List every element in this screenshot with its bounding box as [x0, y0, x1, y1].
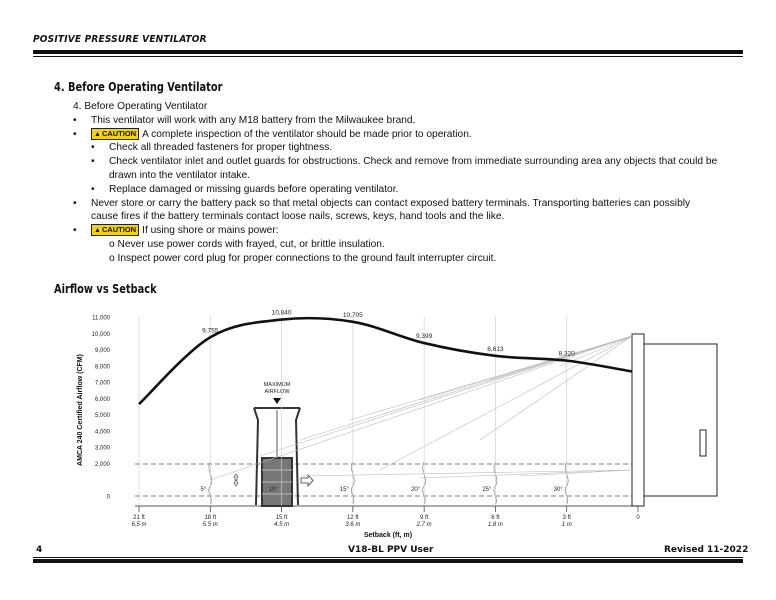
list-item: • Check all threaded fasteners for proper tightness. [91, 142, 333, 154]
x-tick-label-m: 4.5 m [274, 522, 290, 528]
data-label: 9,399 [416, 333, 433, 341]
x-tick-label-m: 2.7 m [416, 522, 432, 528]
y-tick-label: 9,000 [94, 348, 110, 355]
x-tick-label-ft: 0 [636, 515, 640, 521]
max-airflow-annotation: MAXIMUM [263, 382, 291, 388]
y-tick-label: 4,000 [94, 429, 110, 436]
warning-triangle-icon: ▲ [94, 227, 101, 235]
y-tick-label: 6,000 [94, 396, 110, 403]
y-tick-label: 0 [106, 494, 110, 501]
x-tick-label-m: 3.6 m [345, 522, 361, 528]
list-item-continuation: drawn into the ventilator intake. [109, 169, 251, 181]
footer-rule-thick [33, 559, 743, 563]
ventilator-face [632, 334, 644, 506]
chart-heading: Airflow vs Setback [54, 282, 157, 296]
airflow-cone-line [300, 470, 632, 476]
footer-center: V18-BL PPV User [348, 545, 434, 555]
list-item: • ▲CAUTION If using shore or mains power: [73, 225, 279, 237]
small-arrow-icon [234, 474, 238, 486]
y-tick-label: 11,000 [92, 315, 110, 322]
angle-label: 25° [482, 487, 492, 493]
warning-triangle-icon: ▲ [94, 130, 101, 138]
angle-label: 30° [553, 487, 563, 493]
sub-list-item: o Never use power cords with frayed, cut, or brittle insulation. [109, 238, 385, 250]
list-item-continuation: cause fires if the battery terminals contact loose nails, screws, keys, hand tools and the like. [91, 211, 505, 223]
airflow-cone-line [590, 336, 632, 350]
airflow-cone-line [420, 470, 632, 478]
x-axis-label: Setback (ft, m) [363, 532, 413, 539]
sub-list-item: o Inspect power cord plug for proper connections to the ground fault interrupter circuit. [109, 252, 497, 264]
footer-revision: Revised 11-2022 [664, 545, 749, 555]
list-item: • Never store or carry the battery pack so that metal objects can contact exposed battery terminals. Transporting batteries can possibly [73, 197, 691, 209]
max-airflow-marker [273, 398, 281, 404]
angle-label: 15° [339, 487, 349, 493]
x-tick-label-m: 1.8 m [487, 522, 503, 528]
list-item: • ▲CAUTION A complete inspection of the ventilator should be made prior to operation. [73, 128, 472, 140]
x-tick-label-m: 6.5 m [131, 522, 147, 528]
data-label: 8,613 [487, 345, 504, 353]
footer-rule-thin [33, 557, 743, 558]
y-axis-label: AMCA 240 Certified Airflow (CFM) [77, 354, 84, 466]
list-item: • Check ventilator inlet and outlet guards for obstructions. Check and remove from immediate surrounding area any objects that could be [91, 156, 718, 168]
x-tick-label-ft: 3 ft [562, 515, 571, 521]
page-number: 4 [36, 545, 43, 555]
angle-label: 5° [200, 487, 207, 493]
x-tick-label-ft: 18 ft [204, 515, 217, 521]
y-tick-label: 2,000 [94, 461, 110, 468]
list-item: • This ventilator will work with any M18 battery from the Milwaukee brand. [73, 114, 416, 126]
airflow-arrow-icon [301, 475, 313, 486]
angle-label: 10° [268, 487, 278, 493]
angle-label: 20° [411, 487, 421, 493]
y-tick-label: 3,000 [94, 445, 110, 452]
x-tick-label-ft: 15 ft [275, 515, 288, 521]
data-label: 10,705 [342, 311, 363, 319]
data-label: 10,840 [271, 309, 292, 317]
x-tick-label-ft: 12 ft [347, 515, 359, 521]
x-tick-label-ft: 21 ft [133, 515, 145, 521]
max-airflow-annotation: AIRFLOW [264, 389, 290, 395]
x-tick-label-ft: 6 ft [491, 515, 500, 521]
caution-badge: ▲CAUTION [91, 224, 139, 236]
ventilator-handle [700, 430, 706, 456]
subheading-line: 4. Before Operating Ventilator [73, 101, 208, 112]
caution-badge: ▲CAUTION [91, 128, 139, 140]
airflow-cone-line [260, 336, 632, 456]
ventilator-body [644, 344, 717, 496]
x-tick-label-m: 1 m [561, 522, 572, 528]
document-header-title: POSITIVE PRESSURE VENTILATOR [33, 34, 207, 45]
y-tick-label: 8,000 [94, 364, 110, 371]
section-heading: 4. Before Operating Ventilator [54, 80, 223, 94]
data-label: 8,320 [558, 350, 575, 358]
axes [77, 316, 640, 540]
y-tick-label: 10,000 [91, 331, 110, 338]
x-tick-label-ft: 9 ft [419, 515, 429, 521]
y-tick-label: 5,000 [94, 413, 110, 420]
y-tick-label: 7,000 [94, 380, 110, 387]
data-label: 9,755 [202, 327, 219, 335]
x-tick-label-m: 5.5 m [202, 522, 218, 528]
list-item: • Replace damaged or missing guards before operating ventilator. [91, 183, 399, 195]
